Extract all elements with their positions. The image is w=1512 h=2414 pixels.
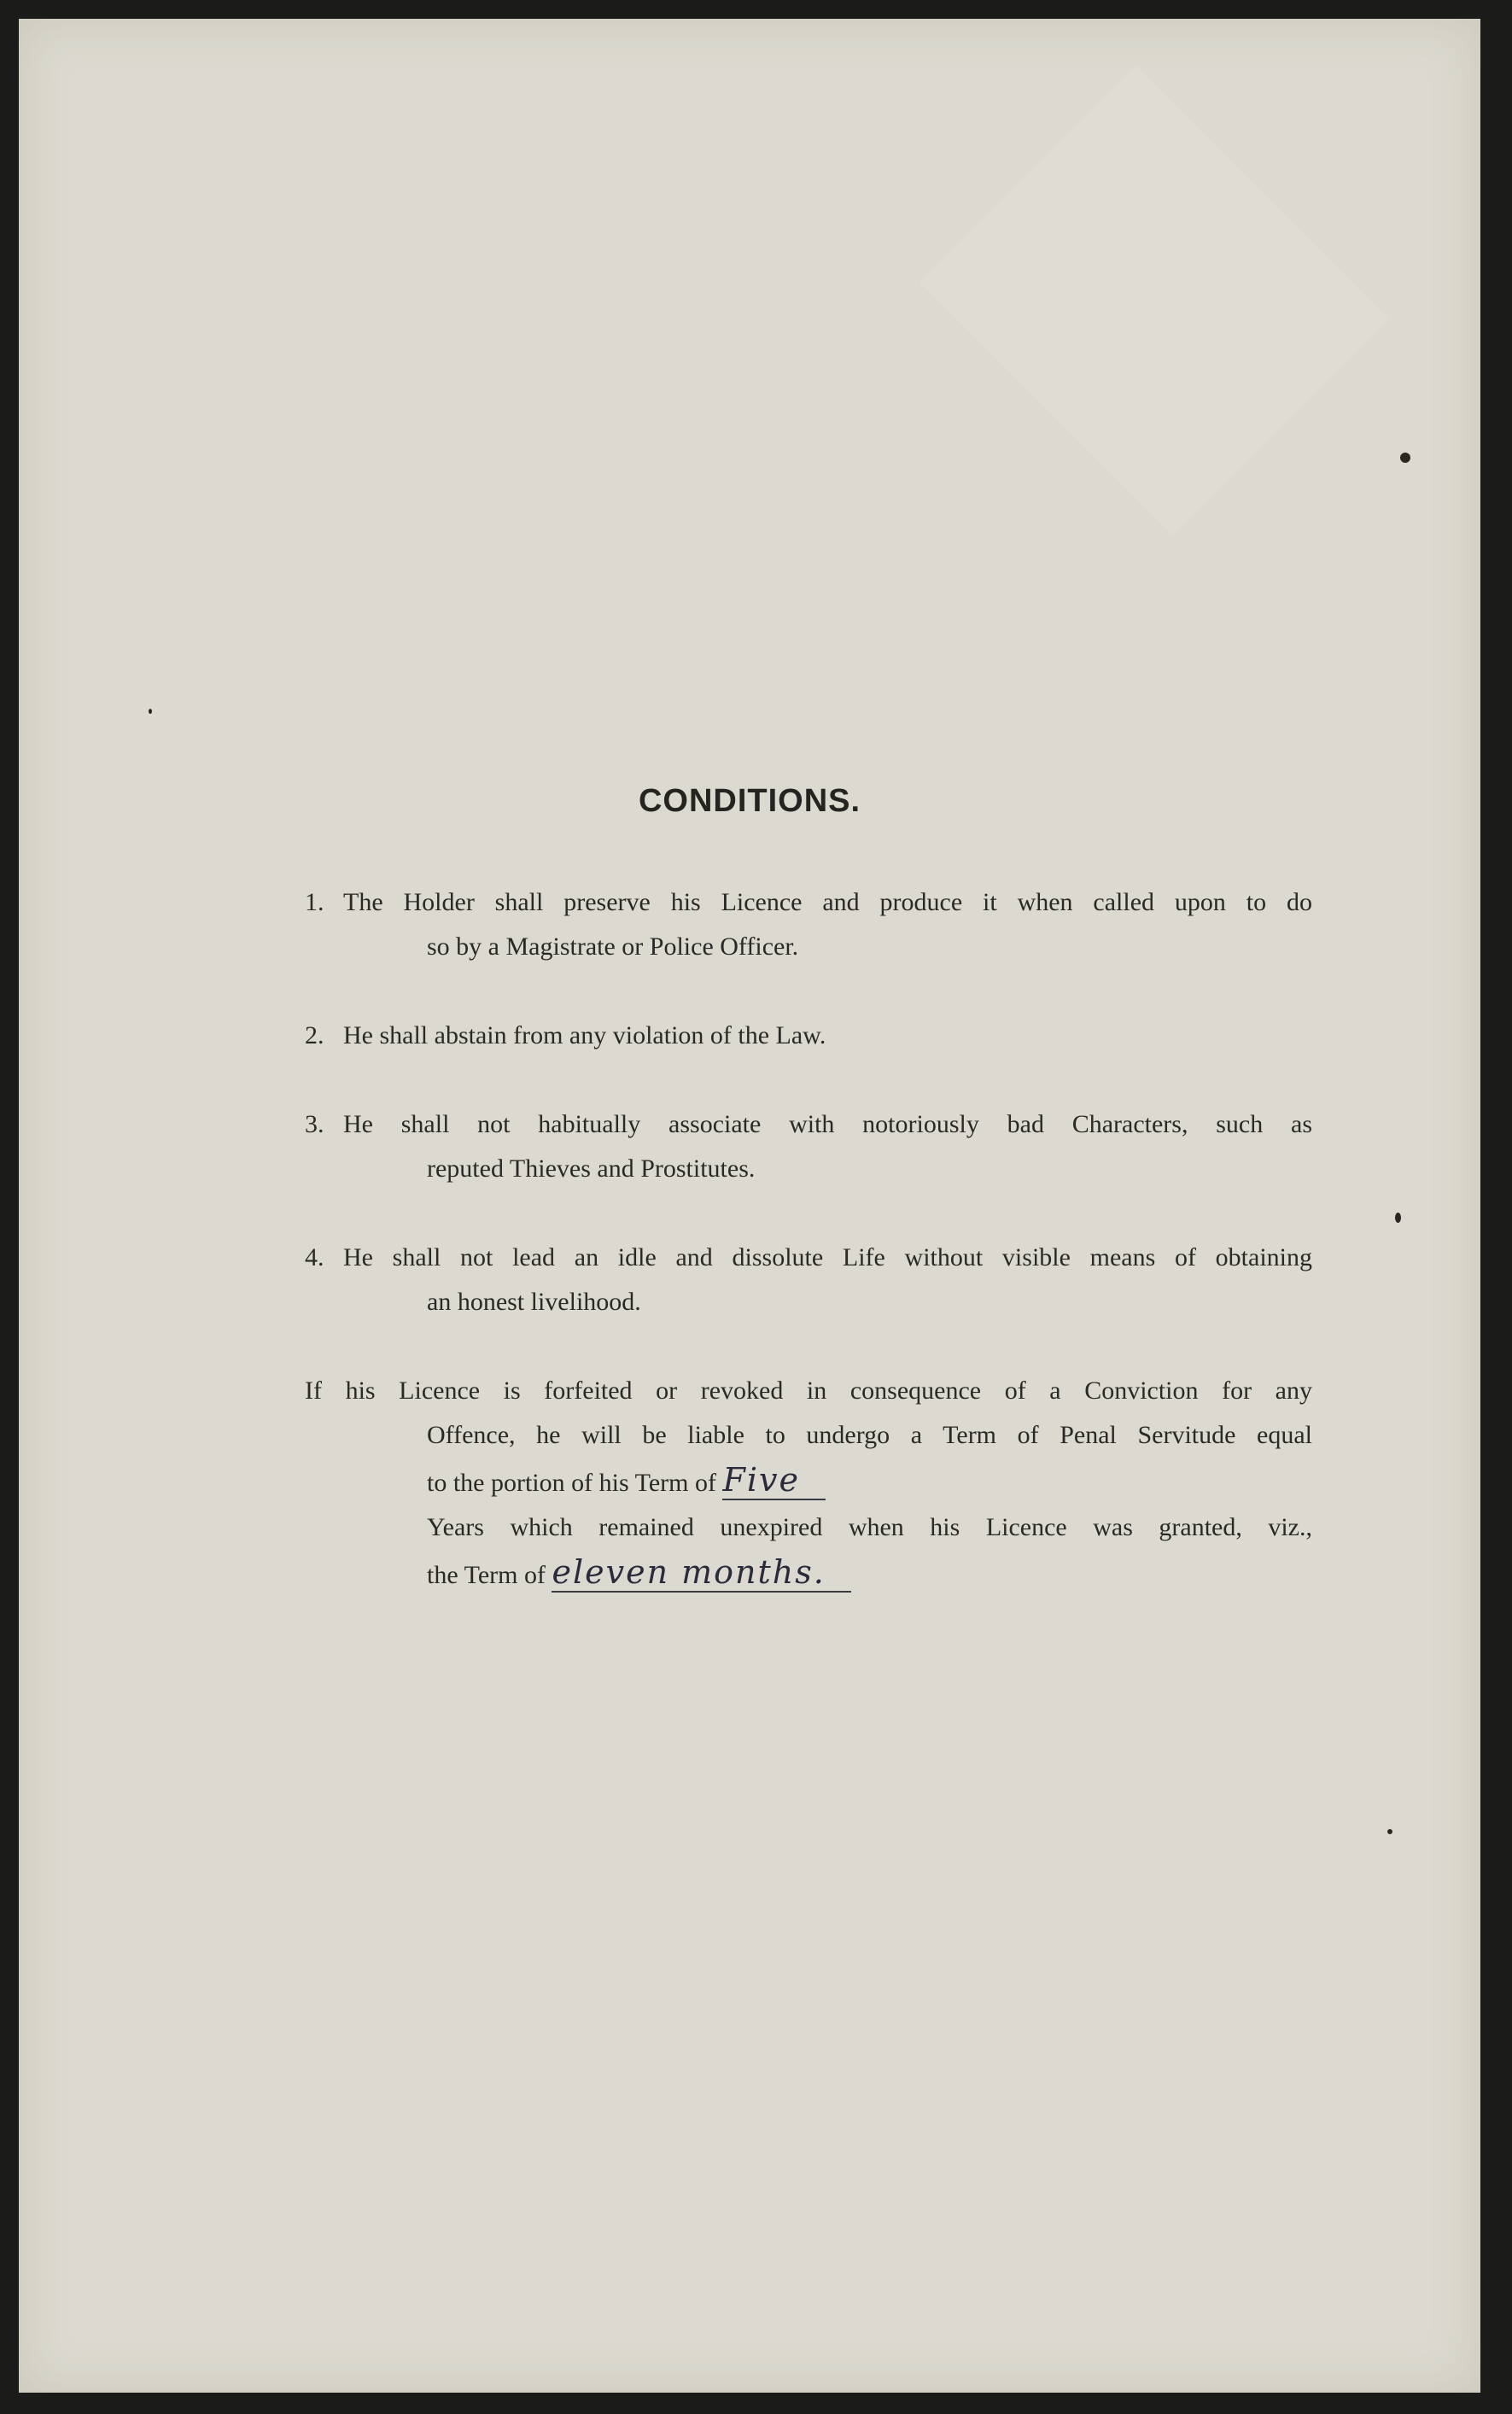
forfeiture-remaining-line [427, 1550, 1312, 1598]
document-page [19, 19, 1480, 2393]
ink-spot [149, 709, 152, 714]
condition-text: The Holder shall preserve his Licence and produce it when called upon to do [343, 888, 1312, 916]
condition-text-continued: reputed Thieves and Prostitutes. [427, 1154, 756, 1183]
handwritten-remaining: eleven months. [552, 1553, 850, 1593]
condition-item [305, 880, 1312, 969]
handwritten-term: Five [722, 1461, 825, 1500]
condition-number: 2. [305, 1021, 324, 1049]
condition-text-continued: so by a Magistrate or Police Officer. [427, 932, 799, 961]
condition-number: 1. [305, 888, 324, 916]
forfeiture-text: the Term of [427, 1561, 546, 1589]
forfeiture-clause [305, 1369, 1312, 1598]
condition-number: 4. [305, 1243, 324, 1271]
ink-spot [1395, 1213, 1401, 1223]
condition-item [305, 1236, 1312, 1324]
condition-text: He shall abstain from any violation of the Law. [343, 1021, 826, 1049]
conditions-heading: CONDITIONS. [638, 783, 861, 819]
forfeiture-term-line [427, 1458, 1312, 1505]
fold-mark [919, 65, 1390, 536]
forfeiture-text: Offence, he will be liable to undergo a Term of Penal Servitude equal [427, 1421, 1312, 1449]
condition-item [305, 1014, 1312, 1058]
condition-item [305, 1102, 1312, 1191]
forfeiture-text: Years which remained unexpired when his Licence was granted, viz., [427, 1513, 1312, 1541]
condition-text: He shall not lead an idle and dissolute Life without visible means of obtaining [343, 1243, 1312, 1271]
ink-spot [1387, 1829, 1392, 1834]
condition-text: He shall not habitually associate with notoriously bad Characters, such as [343, 1110, 1312, 1138]
forfeiture-text: If his Licence is forfeited or revoked in consequence of a Conviction for any [305, 1377, 1312, 1405]
ink-spot [1400, 453, 1410, 463]
condition-number: 3. [305, 1110, 324, 1138]
condition-text-continued: an honest livelihood. [427, 1288, 641, 1316]
forfeiture-text: to the portion of his Term of [427, 1469, 716, 1497]
